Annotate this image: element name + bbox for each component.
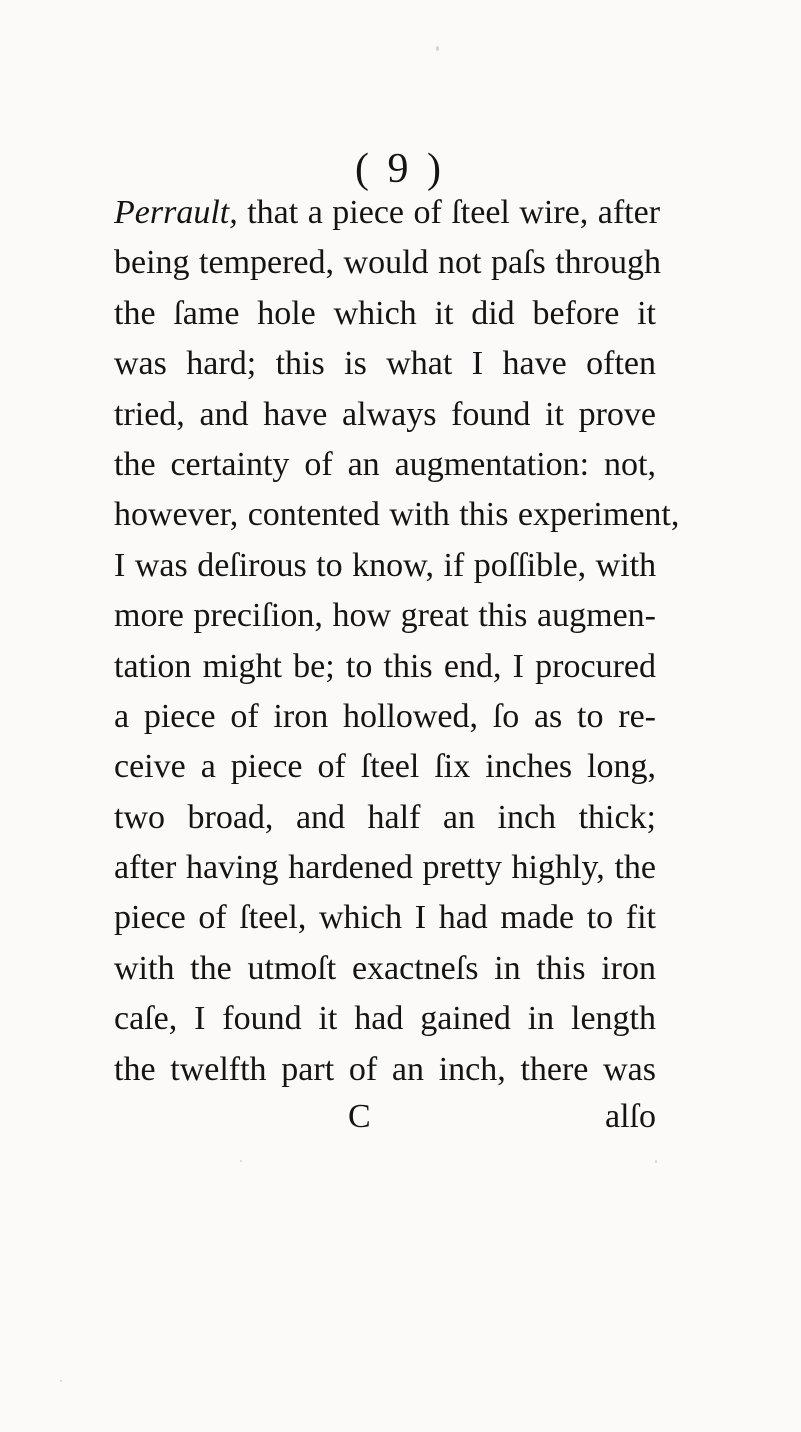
text-line-9: more preciſion, how great this augmen- — [114, 597, 656, 635]
paper-speck — [655, 1160, 657, 1163]
text-line-5: tried, and have always found it prove — [114, 395, 656, 433]
text-line-14: after having hardened pretty highly, the — [114, 849, 656, 887]
text-line-16: with the utmoſt exactneſs in this iron — [114, 949, 656, 987]
body-text — [114, 188, 680, 1095]
text-line-18: the twelfth part of an inch, there was — [114, 1050, 656, 1088]
page-footer — [114, 1092, 656, 1142]
text-line-8: I was deſirous to know, if poſſible, with — [114, 546, 657, 584]
signature-mark: C — [348, 1098, 371, 1135]
text-line-7: however, contented with this experiment, — [114, 496, 680, 534]
paper-speck — [436, 46, 439, 51]
text-line-15: piece of ſteel, which I had made to fit — [114, 899, 656, 937]
text-line-11: a piece of iron hollowed, ſo as to re- — [114, 697, 656, 735]
text-line-1 — [114, 188, 661, 238]
text-line-12: ceive a piece of ſteel ſix inches long, — [114, 748, 656, 786]
page-number: ( 9 ) — [355, 146, 445, 192]
author-name-italic: Perrault, — [114, 194, 238, 231]
text-line-17: caſe, I found it had gained in length — [114, 1000, 656, 1038]
text-line-4: was hard; this is what I have often — [114, 345, 656, 383]
paper-speck — [60, 1380, 62, 1382]
text-line-6: the certainty of an augmentation: not, — [114, 445, 656, 483]
paper-speck — [240, 1160, 242, 1162]
text-line-1-rest: that a piece of ſteel wire, after — [237, 194, 661, 231]
text-line-13: two broad, and half an inch thick; — [114, 798, 656, 836]
text-line-10: tation might be; to this end, I procured — [114, 647, 656, 685]
catchword: alſo — [605, 1098, 656, 1135]
text-line-3: the ſame hole which it did before it — [114, 294, 656, 332]
text-line-2: being tempered, would not paſs through — [114, 244, 662, 282]
